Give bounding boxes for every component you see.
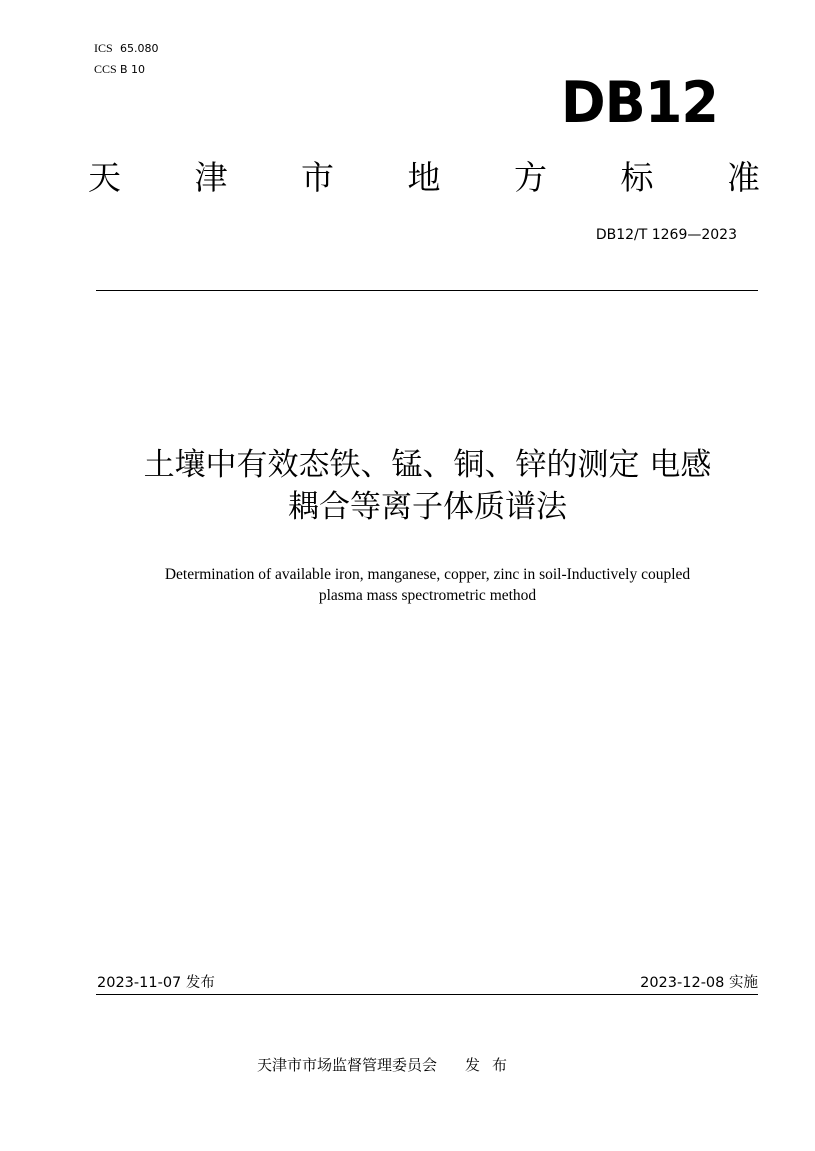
issue-date: 2023-11-07 发布 <box>97 975 215 991</box>
ccs-code-line <box>94 62 145 77</box>
issuer-action: 发布 <box>465 1056 520 1074</box>
english-title <box>80 564 775 606</box>
ics-code: 65.080 <box>120 42 159 55</box>
db12-logo: DB12 <box>560 69 718 136</box>
chinese-title-line: 耦合等离子体质谱法 <box>288 489 567 525</box>
standard-number: DB12/T 1269—2023 <box>595 227 737 243</box>
implementation-date: 2023-12-08 实施 <box>640 975 758 991</box>
ics-label: ICS <box>94 41 113 55</box>
chinese-title-line: 土壤中有效态铁、锰、铜、锌的测定 电感 <box>143 447 712 483</box>
top-divider <box>96 290 758 291</box>
ccs-label: CCS <box>94 62 117 76</box>
chinese-title <box>60 444 795 528</box>
standard-type-char: 津 <box>194 158 228 197</box>
issuer-name: 天津市市场监督管理委员会 <box>257 1056 438 1074</box>
standard-type-char: 方 <box>514 158 547 197</box>
ccs-code: B 10 <box>120 63 146 76</box>
english-title-line: plasma mass spectrometric method <box>318 587 537 604</box>
ics-code-line <box>94 41 159 56</box>
standard-type-char: 标 <box>620 158 654 197</box>
standard-type-heading <box>88 156 760 200</box>
standard-type-char: 准 <box>727 158 760 197</box>
standard-type-char: 天 <box>88 158 121 197</box>
issuer-line <box>257 1055 519 1075</box>
bottom-divider <box>96 994 758 995</box>
standard-type-char: 市 <box>301 158 334 197</box>
standard-type-char: 地 <box>407 158 441 197</box>
english-title-line: Determination of available iron, manganese, copper, zinc in soil-Inductively coupled <box>164 566 691 583</box>
